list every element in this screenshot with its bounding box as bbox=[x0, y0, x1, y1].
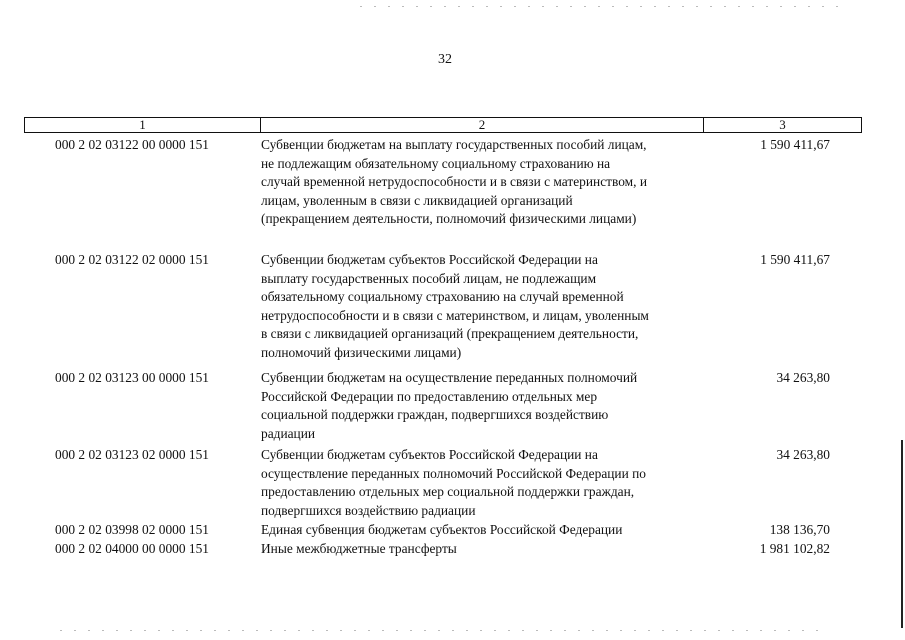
row-description bbox=[261, 136, 711, 229]
row-amount: 1 590 411,67 bbox=[760, 252, 830, 267]
desc-line: Российской Федерации по предоставлению отдельных мер bbox=[261, 388, 598, 404]
desc-line: (прекращением деятельности, полномочий физическими лицами) bbox=[261, 211, 637, 226]
row-amount: 34 263,80 bbox=[776, 447, 830, 462]
desc-line: подвергшихся воздействию радиации bbox=[261, 502, 476, 518]
row-code: 000 2 02 03123 00 0000 151 bbox=[55, 370, 209, 385]
desc-line: обязательному социальному страхованию на случай временной bbox=[261, 289, 624, 304]
scan-artifact-bottom bbox=[60, 630, 820, 631]
desc-line: Субвенции бюджетам субъектов Российской Федерации на bbox=[261, 252, 598, 267]
desc-line: нетрудоспособности и в связи с материнством, и лицам, уволенным bbox=[261, 307, 649, 323]
scan-artifact-top bbox=[360, 6, 840, 7]
header-col-3: 3 bbox=[779, 117, 786, 132]
row-amount: 138 136,70 bbox=[769, 522, 830, 537]
desc-line: в связи с ликвидацией организаций (прекращением деятельности, bbox=[261, 326, 639, 341]
desc-line: осуществление переданных полномочий Российской Федерации по bbox=[261, 465, 646, 481]
row-description bbox=[261, 369, 711, 443]
scan-edge-line bbox=[901, 440, 903, 628]
desc-line: случай временной нетрудоспособности и в связи с материнством, и bbox=[261, 174, 647, 189]
row-code: 000 2 02 03123 02 0000 151 bbox=[55, 447, 209, 462]
desc-line: Единая субвенция бюджетам субъектов Российской Федерации bbox=[261, 522, 623, 537]
page-number: 32 bbox=[438, 52, 452, 67]
row-description bbox=[261, 446, 711, 520]
row-description bbox=[261, 521, 711, 540]
row-description bbox=[261, 540, 711, 559]
desc-line: полномочий физическими лицами) bbox=[261, 344, 462, 360]
desc-line: предоставлению отдельных мер социальной поддержки граждан, bbox=[261, 484, 635, 499]
desc-line: Субвенции бюджетам на выплату государственных пособий лицам, bbox=[261, 137, 647, 152]
header-col-1: 1 bbox=[25, 118, 261, 132]
desc-line: Иные межбюджетные трансферты bbox=[261, 541, 457, 556]
desc-line: лицам, уволенным в связи с ликвидацией организаций bbox=[261, 192, 573, 208]
row-amount: 1 590 411,67 bbox=[760, 137, 830, 152]
row-code: 000 2 02 03998 02 0000 151 bbox=[55, 522, 209, 537]
desc-line: радиации bbox=[261, 425, 316, 441]
row-code: 000 2 02 03122 00 0000 151 bbox=[55, 137, 209, 152]
row-amount: 34 263,80 bbox=[776, 370, 830, 385]
desc-line: социальной поддержки граждан, подвергшихся воздействию bbox=[261, 407, 609, 422]
desc-line: Субвенции бюджетам субъектов Российской Федерации на bbox=[261, 447, 598, 462]
desc-line: Субвенции бюджетам на осуществление переданных полномочий bbox=[261, 370, 638, 385]
row-description bbox=[261, 251, 711, 362]
header-col-2: 2 bbox=[261, 118, 704, 132]
row-code: 000 2 02 03122 02 0000 151 bbox=[55, 252, 209, 267]
row-amount: 1 981 102,82 bbox=[759, 541, 830, 556]
desc-line: не подлежащим обязательному социальному страхованию на bbox=[261, 155, 611, 171]
row-code: 000 2 02 04000 00 0000 151 bbox=[55, 541, 209, 556]
desc-line: выплату государственных пособий лицам, не подлежащим bbox=[261, 270, 597, 286]
table-header bbox=[24, 117, 862, 133]
